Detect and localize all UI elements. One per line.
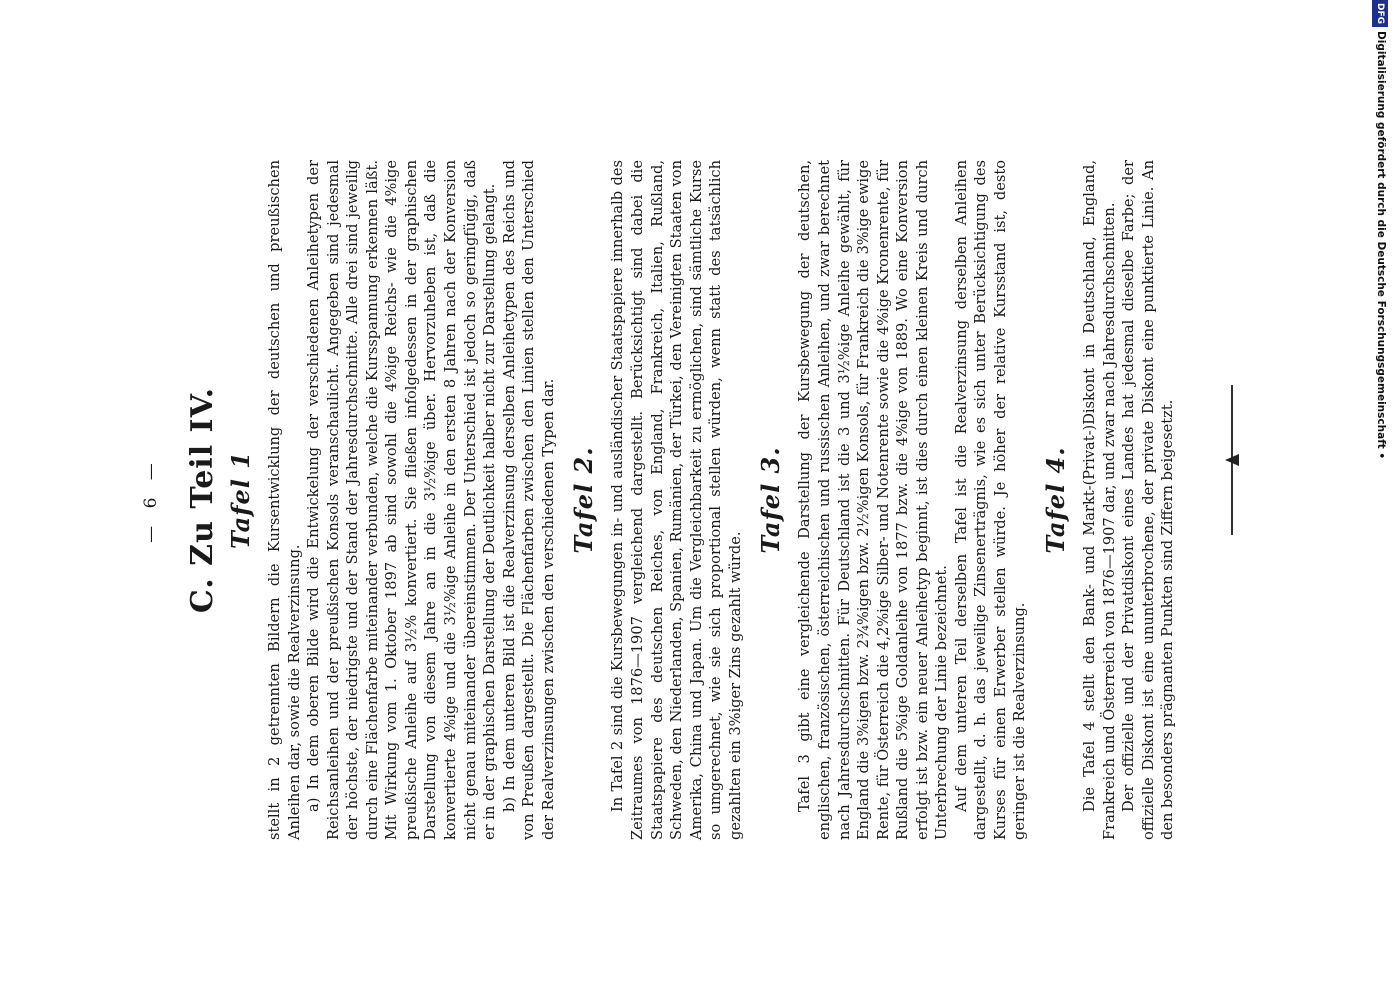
tafel-4-heading: Tafel 4.: [1041, 446, 1071, 554]
tafel-1-paragraph: stellt in 2 getrennten Bildern die Kursentwicklung der deutschen und preußischen Anleihen dar, sowie die Realverzinsung.: [266, 160, 303, 840]
dfg-logo: DFG: [1372, 0, 1388, 27]
page-content: [140, 160, 1178, 840]
tafel-3-paragraph: Auf dem unteren Teil derselben Tafel ist die Realverzinsung derselben Anleihen dargestellt, d. h. das jeweilige Zinsenerträgnis, wie es sich unter Berücksichtigung des Kurses für einen Erwerber stellen würde. Je höher der relative Kursstand ist, desto geringer ist die Realverzinsung.: [952, 160, 1029, 840]
tafel-1-paragraph: b) In dem unteren Bild ist die Realverzinsung derselben Anleihetypen des Reichs und von Preußen dargestellt. Die Flächenfarben zwischen den Linien stellen den Unterschied der Realverzinsungen zwischen den verschiedenen Typen dar.: [500, 160, 557, 840]
stamp-caption: Digitalisierung gefördert durch die Deutsche Forschungsgemeinschaft •: [1375, 31, 1387, 460]
tafel-2-paragraph: In Tafel 2 sind die Kursbewegungen in- und ausländischer Staatspapiere innerhalb des Zeitraumes von 1876—1907 vergleichend dargestellt. Berücksichtigt sind dabei die Staatspapiere des deutschen Reiches, von England, Frankreich, Italien, Rußland, Schweden, den Niederlanden, Spanien, Rumänien, der Türkei, den Vereinigten Staaten von Amerika, China und Japan. Um die Vergleichbarkeit zu ermöglichen, sind sämtliche Kurse so umgerechnet, wie sie sich proportional stellen würden, wenn statt des tatsächlich gezahlten ein 3%iger Zins gezahlt würde.: [609, 160, 744, 840]
tafel-3-heading: Tafel 3.: [756, 446, 786, 554]
closing-divider-arrow: [1231, 385, 1233, 535]
digitization-stamp-text: [1373, 0, 1389, 1000]
tafel-4-paragraph: Die Tafel 4 stellt den Bank- und Markt-(Privat-)Diskont in Deutschland, England, Frankreich und Österreich von 1876—1907 dar, und zwar nach Jahresdurchschnitten.: [1081, 160, 1118, 840]
page-number: — 6 —: [141, 457, 161, 543]
tafel-4-paragraph: Der offizielle und der Privatdiskont eines Landes hat jedesmal dieselbe Farbe; der offizielle Diskont ist eine ununterbrochene, der private Diskont eine punktierte Linie. An den besonders prägnanten Punkten sind Ziffern beigesetzt.: [1120, 160, 1177, 840]
tafel-1-heading: Tafel 1: [225, 451, 255, 549]
section-title: C. Zu Teil IV.: [184, 386, 220, 614]
tafel-1-paragraph: a) In dem oberen Bilde wird die Entwickelung der verschiedenen Anleihetypen der Reichsanleihen und der preußischen Konsols veranschaulicht. Angegeben sind jedesmal der höchste, der niedrigste und der Stand der Jahresdurchschnitte. Alle drei sind jeweilig durch eine Flächenfarbe miteinander verbunden, welche die Kursspannung erkennen läßt. Mit Wirkung vom 1. Oktober 1897 ab sind sowohl die 4%ige Reichs- wie die 4%ige preußische Anleihe auf 3½% konvertiert. Sie fließen infolgedessen in der graphischen Darstellung von diesem Jahre an in die 3½%ige über. Hervorzuheben ist, daß die konvertierte 4%ige und die 3½%ige Anleihe in den ersten 8 Jahren nach der Konversion nicht genau miteinander übereinstimmen. Der Unterschied ist jedoch so geringfügig, daß er in der graphischen Darstellung der Deutlichkeit halber nicht zur Darstellung gelangt.: [305, 160, 499, 840]
tafel-3-paragraph: Tafel 3 gibt eine vergleichende Darstellung der Kursbewegung der deutschen, englischen, französischen, österreichischen und russischen Anleihen, und zwar berechnet nach Jahresdurchschnitten. Für Deutschland ist die 3 und 3½%ige Anleihe gewählt, für England die 3%igen bzw. 2¾%igen bzw. 2½%igen Konsols, für Frankreich die 3%ige ewige Rente, für Österreich die 4,2%ige Silber- und Notenrente sowie die 4%ige Kronenrente, für Rußland die 5%ige Goldanleihe von 1877 bzw. die 4%ige von 1889. Wo eine Konversion erfolgt ist bzw. ein neuer Anleihetyp beginnt, ist dies durch einen kleinen Kreis und durch Unterbrechung der Linie bezeichnet.: [796, 160, 951, 840]
tafel-2-heading: Tafel 2.: [569, 446, 599, 554]
digitization-stamp: [1375, 0, 1391, 1000]
